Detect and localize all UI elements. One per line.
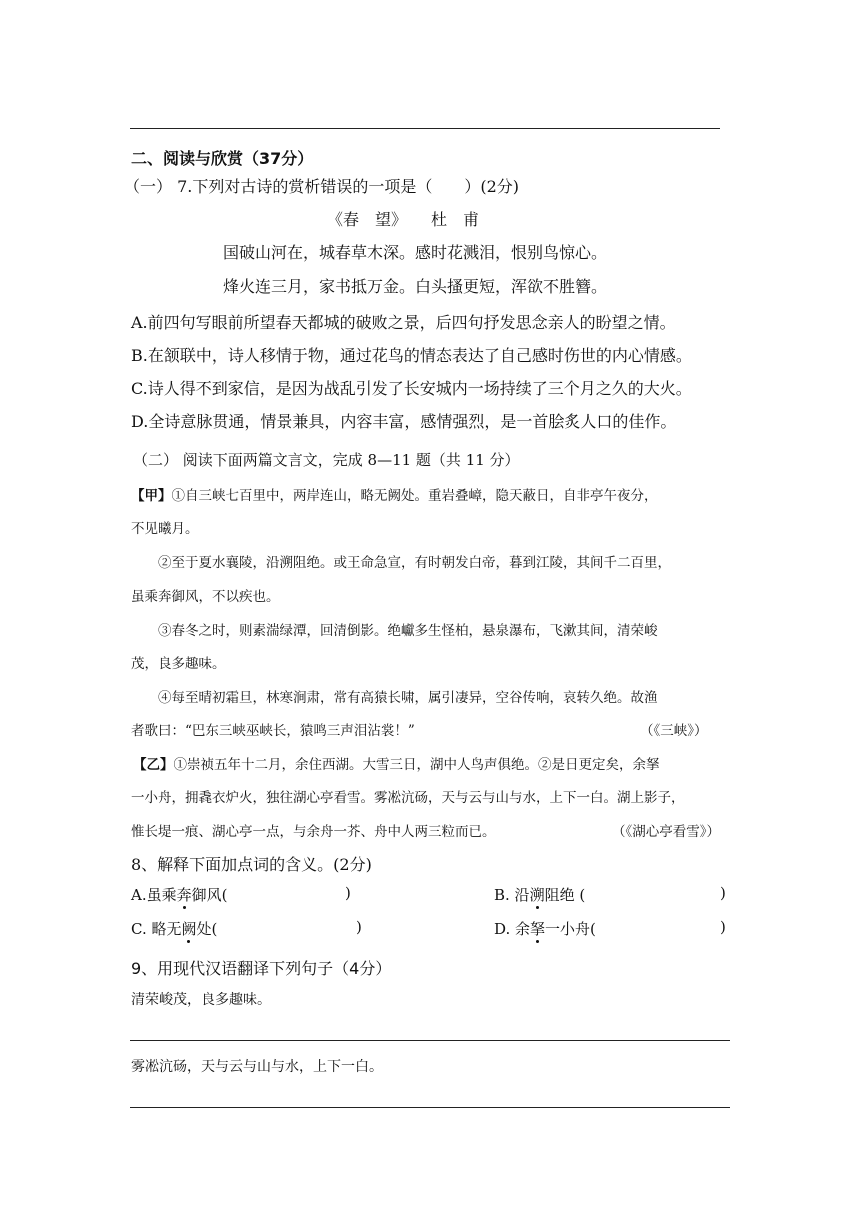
- q8-c-dotted-char: 阙: [181, 920, 197, 938]
- jia-p4-line-2: 者歌曰：“巴东三峡巫峡长，猿鸣三声泪沾裳！”: [131, 723, 415, 739]
- yi-source: （《湖心亭看雪》）: [612, 824, 720, 840]
- q9-sentence-1: 清荣峻茂，良多趣味。: [131, 992, 271, 1008]
- q7-option-a: A.前四句写眼前所望春天都城的破败之景，后四句抒发思念亲人的盼望之情。: [131, 313, 676, 332]
- answer-line-2: [130, 1107, 730, 1108]
- jia-p1-line-1: [131, 484, 658, 504]
- q8-b-word: B. 沿溯阻绝 (: [494, 886, 586, 904]
- jia-p1-text: ①自三峡七百里中，两岸连山，略无阙处。重岩叠嶂，隐天蔽日，自非亭午夜分，: [171, 488, 658, 504]
- q8-b-close: ): [720, 884, 726, 902]
- q8-d-close: ): [720, 918, 726, 936]
- jia-p1-line-2: 不见曦月。: [131, 521, 199, 537]
- jia-label: 【甲】: [131, 488, 172, 504]
- q7-option-c: C.诗人得不到家信，是因为战乱引发了长安城内一场持续了三个月之久的大火。: [131, 379, 692, 398]
- answer-line-1: [130, 1040, 730, 1041]
- q8-b-dotted-char: 溯: [529, 886, 545, 904]
- q8-stem: 8、解释下面加点词的含义。(2分): [131, 855, 372, 874]
- q7-option-d: D.全诗意脉贯通，情景兼具，内容丰富，感情强烈，是一首脍炙人口的佳作。: [131, 412, 677, 431]
- q8-a-dotted-char: 奔: [176, 886, 192, 904]
- poem-line-1: 国破山河在，城春草木深。感时花溅泪，恨别鸟惊心。: [223, 243, 608, 262]
- q8-c-close: ): [356, 918, 362, 936]
- q7-option-b: B.在颔联中，诗人移情于物，通过花鸟的情态表达了自己感时伤世的内心情感。: [131, 346, 692, 365]
- jia-p3-line-2: 茂，良多趣味。: [131, 656, 226, 672]
- poem-line-2: 烽火连三月，家书抵万金。白头搔更短，浑欲不胜簪。: [223, 277, 608, 296]
- jia-source: （《三峡》）: [640, 723, 708, 739]
- yi-line-2: 一小舟，拥毳衣炉火，独往湖心亭看雪。雾凇沆砀，天与云与山与水，上下一白。湖上影子，: [131, 790, 685, 806]
- jia-p4-line-1: ④每至晴初霜旦，林寒涧肃，常有高猿长啸，属引凄异，空谷传响，哀转久绝。故渔: [158, 690, 658, 706]
- poem-title: 《春 望》 杜 甫: [327, 210, 480, 229]
- part2-heading: （二） 阅读下面两篇文言文，完成 8—11 题（共 11 分）: [133, 451, 520, 469]
- q8-c-word: C. 略无阙处(: [131, 920, 218, 938]
- yi-text: ①崇祯五年十二月，余住西湖。大雪三日，湖中人鸟声俱绝。②是日更定矣，余拏: [173, 757, 660, 773]
- section-title: 二、阅读与欣赏（37分）: [131, 149, 314, 168]
- jia-p2-line-1: ②至于夏水襄陵，沿溯阻绝。或王命急宣，有时朝发白帝，暮到江陵，其间千二百里，: [158, 555, 671, 571]
- q9-stem: 9、用现代汉语翻译下列句子（4分）: [131, 959, 392, 978]
- yi-label: 【乙】: [133, 757, 174, 773]
- q8-d-word: D. 余拏一小舟(: [494, 920, 596, 938]
- header-rule: [130, 128, 720, 129]
- yi-line-3: 惟长堤一痕、湖心亭一点，与余舟一芥、舟中人两三粒而已。: [131, 824, 496, 840]
- q8-a-close: ): [345, 884, 351, 902]
- jia-p2-line-2: 虽乘奔御风，不以疾也。: [131, 589, 280, 605]
- q8-a-word: A.虽乘奔御风(: [131, 886, 228, 904]
- jia-p3-line-1: ③春冬之时，则素湍绿潭，回清倒影。绝巘多生怪柏，悬泉瀑布，飞漱其间，清荣峻: [158, 623, 658, 639]
- yi-line-1: [133, 753, 660, 773]
- q8-d-dotted-char: 拏: [530, 920, 546, 938]
- q7-stem: （一） 7.下列对古诗的赏析错误的一项是（ ）(2分): [124, 177, 520, 196]
- q9-sentence-2: 雾凇沆砀，天与云与山与水，上下一白。: [131, 1059, 383, 1075]
